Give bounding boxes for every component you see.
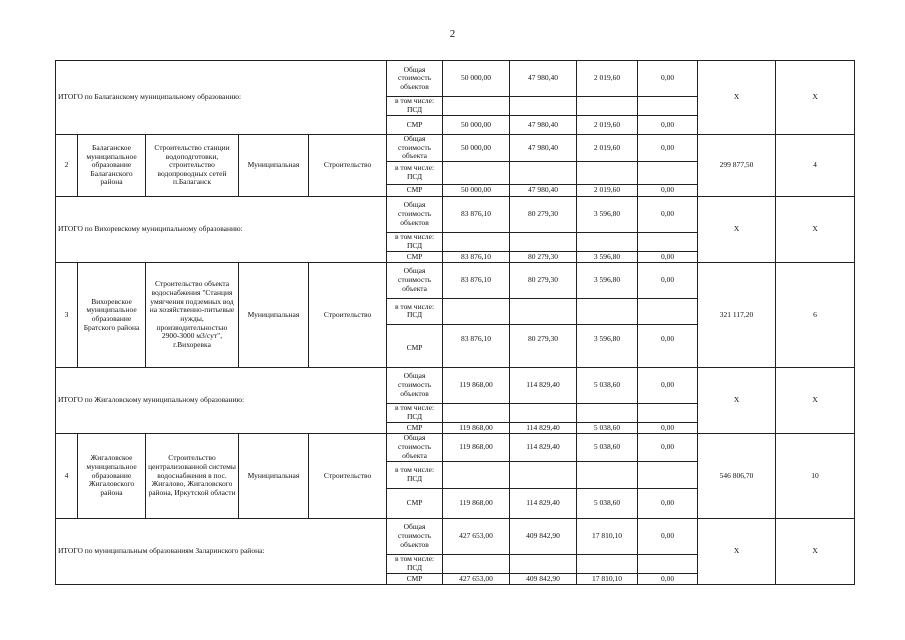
municipality: Балаганское муниципальное образование Балаганского района: [78, 135, 146, 197]
x-mark: Х: [776, 367, 855, 433]
object-row-psd: в том числе: ПСД: [56, 461, 855, 488]
object-name: Строительство объекта водоснабжения "Станция умягчения подземных вод на хозяйственно-питьевые нужды, производительностью 2900-3000 м3/сут", г.Вихоревка: [146, 262, 239, 367]
itogo-row-smr: СМР 50 000,00 47 980,40 2 019,60 0,00: [56, 116, 855, 135]
x-mark: Х: [698, 61, 776, 135]
itogo-row-smr: СМР 83 876,10 80 279,30 3 596,80 0,00: [56, 251, 855, 262]
itogo-row-smr: СМР 119 868,00 114 829,40 5 038,60 0,00: [56, 422, 855, 433]
row-number: 3: [56, 262, 78, 367]
object-name: Строительство станции водоподготовки, строительство водопроводных сетей п.Балаганск: [146, 135, 239, 197]
object-row-smr: СМР 50 000,00 47 980,40 2 019,60 0,00: [56, 184, 855, 196]
object-row-total: 3 Вихоревское муниципальное образование Братского района Строительство объекта водоснабжения "Станция умягчения подземных вод на хозяйственно-питьевые нужды, производительностью 2900-3000 м3/сут", г.Вихоревка Муниципальная Строительство Общая стоимость объекта 83 876,10 80 279,30 3 596,80 0,00 321 117,20 6: [56, 262, 855, 298]
x-mark: Х: [698, 518, 776, 584]
amount: 299 877,50: [698, 135, 776, 197]
municipality: Вихоревское муниципальное образование Братского района: [78, 262, 146, 367]
itogo-row-total: ИТОГО по Вихоревскому муниципальному образованию: Общая стоимость объектов 83 876,10 80 279,30 3 596,80 0,00 Х Х: [56, 196, 855, 232]
municipality: Жигаловское муниципальное образование Жигаловского района: [78, 433, 146, 518]
x-mark: Х: [776, 518, 855, 584]
x-mark: Х: [776, 196, 855, 262]
count: 4: [776, 135, 855, 197]
object-row-psd: в том числе: ПСД: [56, 298, 855, 324]
object-row-smr: СМР 83 876,10 80 279,30 3 596,80 0,00: [56, 324, 855, 367]
itogo-label: ИТОГО по Жигаловскому муниципальному образованию:: [56, 367, 387, 433]
amount: 321 117,20: [698, 262, 776, 367]
object-row-total: 2 Балаганское муниципальное образование Балаганского района Строительство станции водоподготовки, строительство водопроводных сетей п.Балаганск Муниципальная Строительство Общая стоимость объекта 50 000,00 47 980,40 2 019,60 0,00 299 877,50 4: [56, 135, 855, 162]
final-itogo-row-total: ИТОГО по муниципальным образованиям Заларинского района: Общая стоимость объектов 427 653,00 409 842,90 17 810,10 0,00 Х Х: [56, 518, 855, 554]
count: 10: [776, 433, 855, 518]
itogo-row-psd: в том числе: ПСД: [56, 403, 855, 422]
final-itogo-row-smr: СМР 427 653,00 409 842,90 17 810,10 0,00: [56, 573, 855, 584]
x-mark: Х: [698, 196, 776, 262]
itogo-row-psd: в том числе: ПСД: [56, 97, 855, 116]
itogo-row-total: ИТОГО по Балаганскому муниципальному образованию: Общая стоимость объектов 50 000,00 47 980,40 2 019,60 0,00 Х Х: [56, 61, 855, 97]
work-type: Строительство: [309, 262, 387, 367]
investment-table: [55, 60, 855, 585]
work-type: Строительство: [309, 433, 387, 518]
itogo-row-psd: в том числе: ПСД: [56, 232, 855, 251]
object-name: Строительство централизованной системы водоснабжения в пос. Жигалово, Жигаловского района, Иркутской области: [146, 433, 239, 518]
ownership: Муниципальная: [239, 262, 309, 367]
page-number: 2: [449, 28, 456, 40]
amount: 546 806,70: [698, 433, 776, 518]
itogo-label: ИТОГО по Балаганскому муниципальному образованию:: [56, 61, 387, 135]
count: 6: [776, 262, 855, 367]
x-mark: Х: [776, 61, 855, 135]
itogo-row-total: ИТОГО по Жигаловскому муниципальному образованию: Общая стоимость объектов 119 868,00 114 829,40 5 038,60 0,00 Х Х: [56, 367, 855, 403]
object-row-psd: в том числе: ПСД: [56, 161, 855, 184]
x-mark: Х: [698, 367, 776, 433]
ownership: Муниципальная: [239, 433, 309, 518]
itogo-label: ИТОГО по Вихоревскому муниципальному образованию:: [56, 196, 387, 262]
row-number: 2: [56, 135, 78, 197]
object-row-total: 4 Жигаловское муниципальное образование Жигаловского района Строительство централизованной системы водоснабжения в пос. Жигалово, Жигаловского района, Иркутской области Муниципальная Строительство Общая стоимость объекта 119 868,00 114 829,40 5 038,60 0,00 546 806,70 10: [56, 433, 855, 461]
final-itogo-row-psd: в том числе: ПСД: [56, 554, 855, 573]
final-itogo-label: ИТОГО по муниципальным образованиям Заларинского района:: [56, 518, 387, 584]
work-type: Строительство: [309, 135, 387, 197]
row-number: 4: [56, 433, 78, 518]
object-row-smr: СМР 119 868,00 114 829,40 5 038,60 0,00: [56, 488, 855, 518]
ownership: Муниципальная: [239, 135, 309, 197]
